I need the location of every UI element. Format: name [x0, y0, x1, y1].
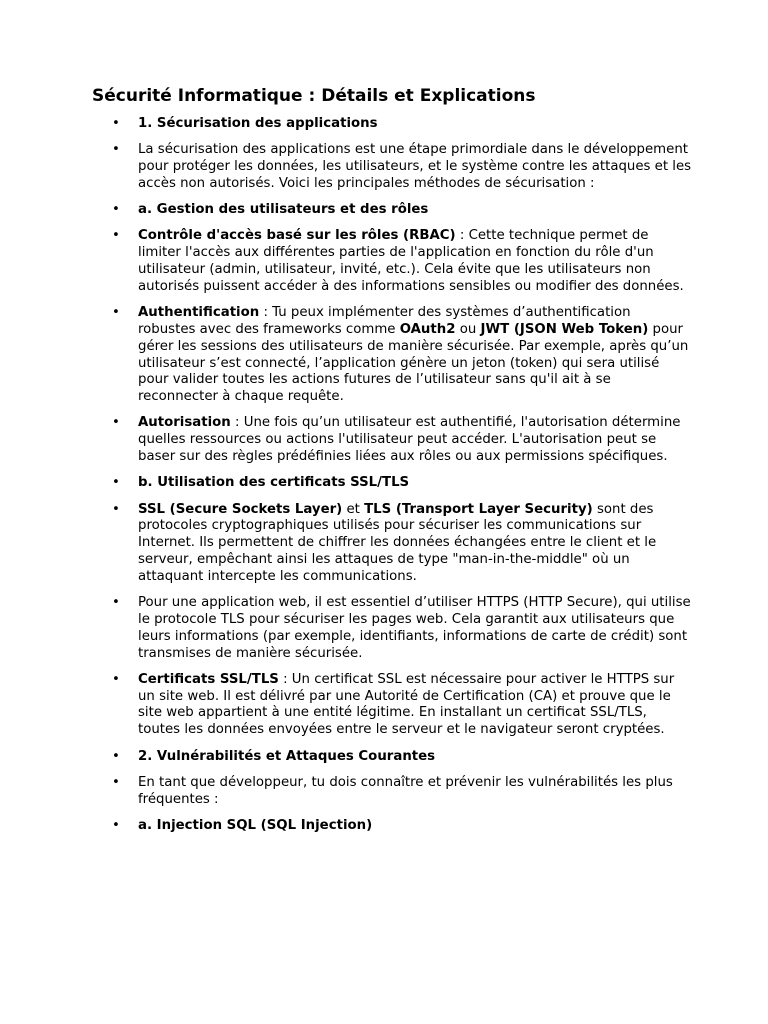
- bullet-glyph: •: [112, 228, 120, 244]
- paragraph-text: La sécurisation des applications est une étape primordiale dans le développement pour protéger les données, les utilisateurs, et le système contre les attaques et les accès non autorisés. Voici les principales méthodes de sécurisation :: [138, 142, 692, 191]
- term-jwt: JWT (JSON Web Token): [480, 321, 649, 337]
- subsection-heading: a. Injection SQL (SQL Injection): [138, 817, 373, 833]
- paragraph-text: Pour une application web, il est essentiel d’utiliser HTTPS (HTTP Secure), qui utilise le protocole TLS pour sécuriser les pages web. Cela garantit aux utilisateurs que leurs informations (par exemple, identifiants, informations de carte de crédit) sont transmises de manière sécurisée.: [138, 595, 691, 661]
- term-oauth2: OAuth2: [399, 321, 456, 337]
- paragraph-text: pour gérer les sessions des utilisateurs de manière sécurisée. Par exemple, après qu’un utilisateur s’est connecté, l’application génère un jeton (token) qui sera utilisé pour valider toutes les actions futures de l’utilisateur sans qu'il ait à se reconnecter à chaque requête.: [138, 321, 689, 405]
- list-item-heading-b: [92, 475, 692, 492]
- bullet-glyph: •: [112, 475, 120, 491]
- term-label: Authentification: [138, 305, 260, 321]
- term-ssl: SSL (Secure Sockets Layer): [138, 501, 343, 517]
- list-item-https: [92, 595, 692, 662]
- list-item-heading-a: [92, 202, 692, 219]
- list-item-intro: [92, 142, 692, 192]
- paragraph-text: et: [342, 501, 365, 517]
- bullet-glyph: •: [112, 142, 120, 158]
- document-title: Sécurité Informatique : Détails et Explications: [92, 86, 536, 106]
- bullet-glyph: •: [112, 415, 120, 431]
- list-item-heading-1: [92, 116, 692, 133]
- term-label: Certificats SSL/TLS: [138, 671, 279, 687]
- bullet-glyph: •: [112, 817, 120, 833]
- subsection-heading: a. Gestion des utilisateurs et des rôles: [138, 202, 429, 218]
- bullet-list: [92, 116, 692, 835]
- paragraph-text: : Une fois qu’un utilisateur est authentifié, l'autorisation détermine quelles ressources ou actions l'utilisateur peut accéder. L'autorisation peut se baser sur des règles prédéfinies liées aux rôles ou aux permissions spécifiques.: [138, 415, 681, 465]
- bullet-glyph: •: [112, 671, 120, 687]
- subsection-heading: b. Utilisation des certificats SSL/TLS: [138, 475, 410, 491]
- bullet-glyph: •: [112, 202, 120, 218]
- paragraph-text: : Cette technique permet de limiter l'accès aux différentes parties de l'application en fonction du rôle d'un utilisateur (admin, utilisateur, invité, etc.). Cela évite que les utilisateurs non autorisés puissent accéder à des informations sensibles ou modifier des données.: [138, 228, 684, 294]
- paragraph-text: sont des protocoles cryptographiques utilisés pour sécuriser les communications sur Internet. Ils permettent de chiffrer les données échangées entre le client et le serveur, empêchant ainsi les attaques de type "man-in-the-middle" où un attaquant intercepte les communications.: [138, 501, 657, 584]
- bullet-glyph: •: [112, 774, 120, 790]
- bullet-glyph: •: [112, 595, 120, 611]
- paragraph-text: En tant que développeur, tu dois connaître et prévenir les vulnérabilités les plus fréquentes :: [138, 774, 673, 807]
- list-item-authentification: [92, 305, 692, 406]
- bullet-glyph: •: [112, 116, 120, 131]
- list-item-autorisation: [92, 415, 692, 465]
- section-heading: 2. Vulnérabilités et Attaques Courantes: [138, 748, 436, 764]
- document-page: [92, 86, 692, 844]
- list-item-heading-sql: [92, 818, 692, 835]
- list-item-vulnerabilites-intro: [92, 775, 692, 809]
- paragraph-text: : Un certificat SSL est nécessaire pour activer le HTTPS sur un site web. Il est délivré par une Autorité de Certification (CA) et prouve que le site web appartient à une entité légitime. En installant un certificat SSL/TLS, toutes les données envoyées entre le serveur et le navigateur seront cryptées.: [138, 671, 675, 738]
- term-label: Contrôle d'accès basé sur les rôles (RBAC): [138, 228, 456, 244]
- paragraph-text: : Tu peux implémenter des systèmes d’authentification robustes avec des frameworks comme: [138, 305, 631, 337]
- list-item-heading-2: [92, 749, 692, 766]
- list-item-ssl-tls: [92, 502, 692, 586]
- paragraph-text: ou: [455, 321, 481, 337]
- term-label: Autorisation: [138, 415, 231, 431]
- bullet-glyph: •: [112, 748, 120, 764]
- list-item-rbac: [92, 228, 692, 295]
- section-heading: 1. Sécurisation des applications: [138, 116, 378, 131]
- term-tls: TLS (Transport Layer Security): [364, 501, 593, 517]
- list-item-certificats: [92, 672, 692, 739]
- bullet-glyph: •: [112, 501, 120, 517]
- bullet-glyph: •: [112, 305, 120, 321]
